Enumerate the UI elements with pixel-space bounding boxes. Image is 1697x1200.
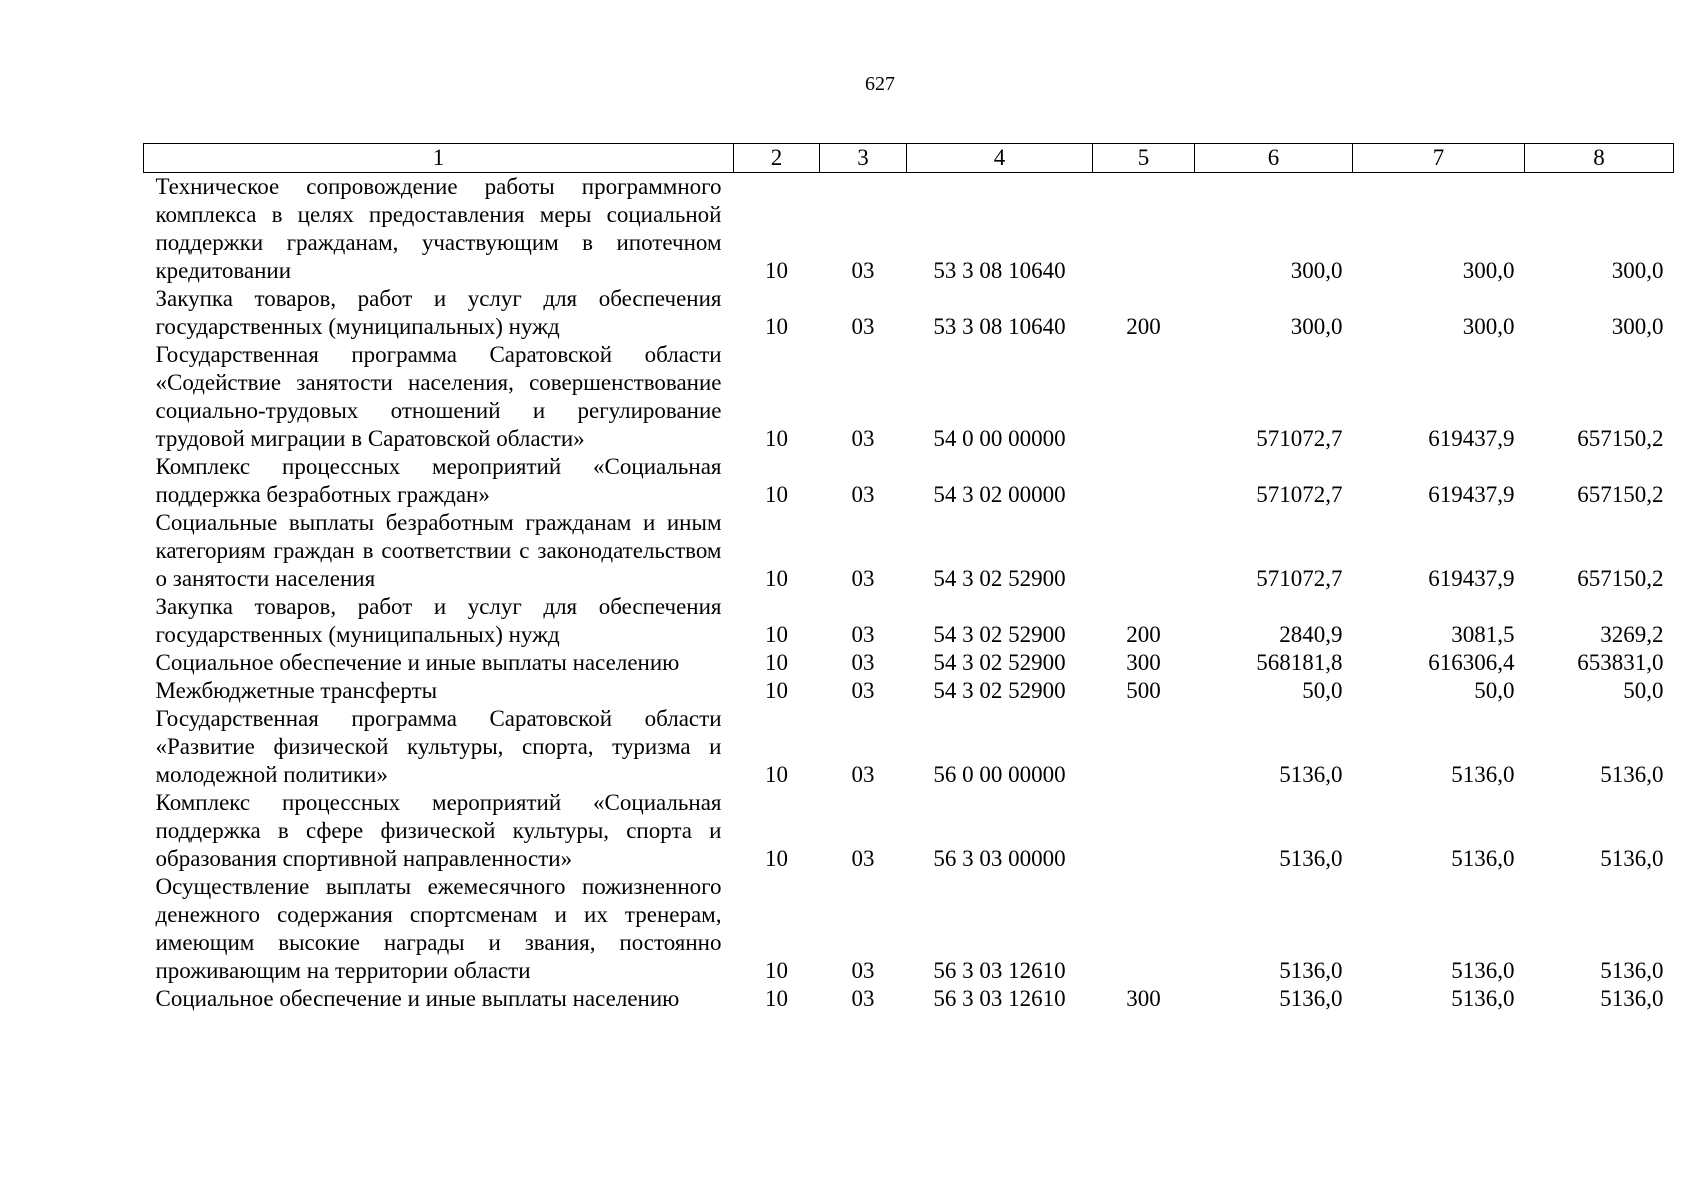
amount-col8-cell: 657150,2: [1577, 426, 1664, 451]
table-body: [144, 173, 1674, 1014]
amount-col8-cell: 5136,0: [1600, 986, 1664, 1011]
row-name-cell: Государственная программа Саратовской области «Содействие занятости населения, совершенствование социально-трудовых отношений и регулирование трудовой миграции в Саратовской области»: [155, 342, 722, 451]
subsection-code-cell: 03: [851, 622, 875, 647]
section-code-cell: 10: [765, 678, 788, 703]
row-name-cell: Межбюджетные трансферты: [155, 678, 438, 703]
target-article-cell: 54 0 00 00000: [933, 426, 1066, 451]
table-header-row: [144, 144, 1674, 173]
subsection-code-cell: 03: [851, 846, 875, 871]
row-name-cell: Социальное обеспечение и иные выплаты населению: [155, 650, 680, 675]
amount-col7-cell: 619437,9: [1428, 426, 1515, 451]
row-name-cell: Закупка товаров, работ и услуг для обеспечения государственных (муниципальных) нужд: [155, 594, 722, 647]
column-header-6: 6: [1195, 144, 1353, 173]
amount-col6-cell: 571072,7: [1256, 426, 1343, 451]
amount-col8-cell: 300,0: [1611, 314, 1664, 339]
subsection-code-cell: 03: [851, 762, 875, 787]
expense-type-cell: 200: [1126, 314, 1161, 339]
expense-type-cell: [1093, 789, 1195, 873]
amount-col7-cell: 5136,0: [1451, 846, 1515, 871]
amount-col6-cell: 50,0: [1302, 678, 1343, 703]
table-row: [144, 985, 1674, 1013]
section-code-cell: 10: [765, 622, 788, 647]
section-code-cell: 10: [765, 426, 788, 451]
budget-table: [143, 143, 1674, 1013]
column-header-2: 2: [734, 144, 820, 173]
amount-col6-cell: 5136,0: [1279, 986, 1343, 1011]
column-header-4: 4: [907, 144, 1093, 173]
target-article-cell: 56 3 03 00000: [933, 846, 1066, 871]
amount-col7-cell: 616306,4: [1428, 650, 1515, 675]
amount-col6-cell: 300,0: [1290, 258, 1343, 283]
amount-col8-cell: 3269,2: [1600, 622, 1664, 647]
amount-col7-cell: 619437,9: [1428, 566, 1515, 591]
amount-col7-cell: 5136,0: [1451, 958, 1515, 983]
expense-type-cell: [1093, 173, 1195, 286]
table-row: [144, 789, 1674, 873]
row-name-cell: Социальные выплаты безработным гражданам и иным категориям граждан в соответствии с законодательством о занятости населения: [155, 510, 722, 591]
target-article-cell: 54 3 02 52900: [933, 650, 1066, 675]
target-article-cell: 54 3 02 52900: [933, 678, 1066, 703]
subsection-code-cell: 03: [851, 314, 875, 339]
row-name-cell: Закупка товаров, работ и услуг для обеспечения государственных (муниципальных) нужд: [155, 286, 722, 339]
amount-col8-cell: 300,0: [1611, 258, 1664, 283]
expense-type-cell: 500: [1126, 678, 1161, 703]
table-row: [144, 453, 1674, 509]
amount-col8-cell: 50,0: [1623, 678, 1664, 703]
table-row: [144, 677, 1674, 705]
row-name-cell: Государственная программа Саратовской области «Развитие физической культуры, спорта, туризма и молодежной политики»: [155, 706, 722, 787]
row-name-cell: Социальное обеспечение и иные выплаты населению: [155, 986, 680, 1011]
row-name-cell: Комплекс процессных мероприятий «Социальная поддержка безработных граждан»: [155, 454, 722, 507]
column-header-3: 3: [820, 144, 907, 173]
subsection-code-cell: 03: [851, 426, 875, 451]
amount-col6-cell: 568181,8: [1256, 650, 1343, 675]
subsection-code-cell: 03: [851, 258, 875, 283]
amount-col8-cell: 653831,0: [1577, 650, 1664, 675]
section-code-cell: 10: [765, 258, 788, 283]
target-article-cell: 54 3 02 00000: [933, 482, 1066, 507]
column-header-1: 1: [144, 144, 734, 173]
amount-col8-cell: 5136,0: [1600, 958, 1664, 983]
expense-type-cell: [1093, 453, 1195, 509]
subsection-code-cell: 03: [851, 958, 875, 983]
expense-type-cell: [1093, 873, 1195, 985]
section-code-cell: 10: [765, 762, 788, 787]
row-name-cell: Осуществление выплаты ежемесячного пожизненного денежного содержания спортсменам и их тренерам, имеющим высокие награды и звания, постоянно проживающим на территории области: [155, 874, 722, 983]
amount-col7-cell: 5136,0: [1451, 986, 1515, 1011]
section-code-cell: 10: [765, 566, 788, 591]
section-code-cell: 10: [765, 482, 788, 507]
subsection-code-cell: 03: [851, 678, 875, 703]
subsection-code-cell: 03: [851, 986, 875, 1011]
expense-type-cell: [1093, 509, 1195, 593]
amount-col8-cell: 5136,0: [1600, 846, 1664, 871]
section-code-cell: 10: [765, 314, 788, 339]
table-row: [144, 649, 1674, 677]
amount-col8-cell: 657150,2: [1577, 566, 1664, 591]
amount-col6-cell: 300,0: [1290, 314, 1343, 339]
column-header-5: 5: [1093, 144, 1195, 173]
expense-type-cell: 300: [1126, 986, 1161, 1011]
column-header-8: 8: [1525, 144, 1674, 173]
section-code-cell: 10: [765, 958, 788, 983]
table-row: [144, 285, 1674, 341]
subsection-code-cell: 03: [851, 650, 875, 675]
subsection-code-cell: 03: [851, 482, 875, 507]
target-article-cell: 56 0 00 00000: [933, 762, 1066, 787]
subsection-code-cell: 03: [851, 566, 875, 591]
table-row: [144, 509, 1674, 593]
table-row: [144, 705, 1674, 789]
target-article-cell: 56 3 03 12610: [933, 958, 1066, 983]
expense-type-cell: [1093, 341, 1195, 453]
amount-col8-cell: 657150,2: [1577, 482, 1664, 507]
amount-col6-cell: 5136,0: [1279, 958, 1343, 983]
table-row: [144, 341, 1674, 453]
amount-col7-cell: 50,0: [1474, 678, 1515, 703]
amount-col6-cell: 571072,7: [1256, 482, 1343, 507]
amount-col7-cell: 3081,5: [1451, 622, 1515, 647]
amount-col7-cell: 300,0: [1462, 258, 1515, 283]
amount-col7-cell: 619437,9: [1428, 482, 1515, 507]
amount-col6-cell: 571072,7: [1256, 566, 1343, 591]
target-article-cell: 54 3 02 52900: [933, 566, 1066, 591]
table-row: [144, 173, 1674, 286]
amount-col6-cell: 5136,0: [1279, 846, 1343, 871]
target-article-cell: 53 3 08 10640: [933, 314, 1066, 339]
target-article-cell: 56 3 03 12610: [933, 986, 1066, 1011]
amount-col7-cell: 300,0: [1462, 314, 1515, 339]
row-name-cell: Комплекс процессных мероприятий «Социальная поддержка в сфере физической культуры, спорта и образования спортивной направленности»: [155, 790, 722, 871]
amount-col6-cell: 2840,9: [1279, 622, 1343, 647]
expense-type-cell: [1093, 705, 1195, 789]
amount-col8-cell: 5136,0: [1600, 762, 1664, 787]
column-header-7: 7: [1353, 144, 1525, 173]
page-number: 627: [865, 73, 895, 95]
target-article-cell: 54 3 02 52900: [933, 622, 1066, 647]
row-name-cell: Техническое сопровождение работы программного комплекса в целях предоставления меры социальной поддержки гражданам, участвующим в ипотечном кредитовании: [155, 174, 722, 283]
section-code-cell: 10: [765, 846, 788, 871]
table-row: [144, 873, 1674, 985]
expense-type-cell: 300: [1126, 650, 1161, 675]
table-row: [144, 593, 1674, 649]
target-article-cell: 53 3 08 10640: [933, 258, 1066, 283]
section-code-cell: 10: [765, 986, 788, 1011]
expense-type-cell: 200: [1126, 622, 1161, 647]
section-code-cell: 10: [765, 650, 788, 675]
amount-col6-cell: 5136,0: [1279, 762, 1343, 787]
amount-col7-cell: 5136,0: [1451, 762, 1515, 787]
